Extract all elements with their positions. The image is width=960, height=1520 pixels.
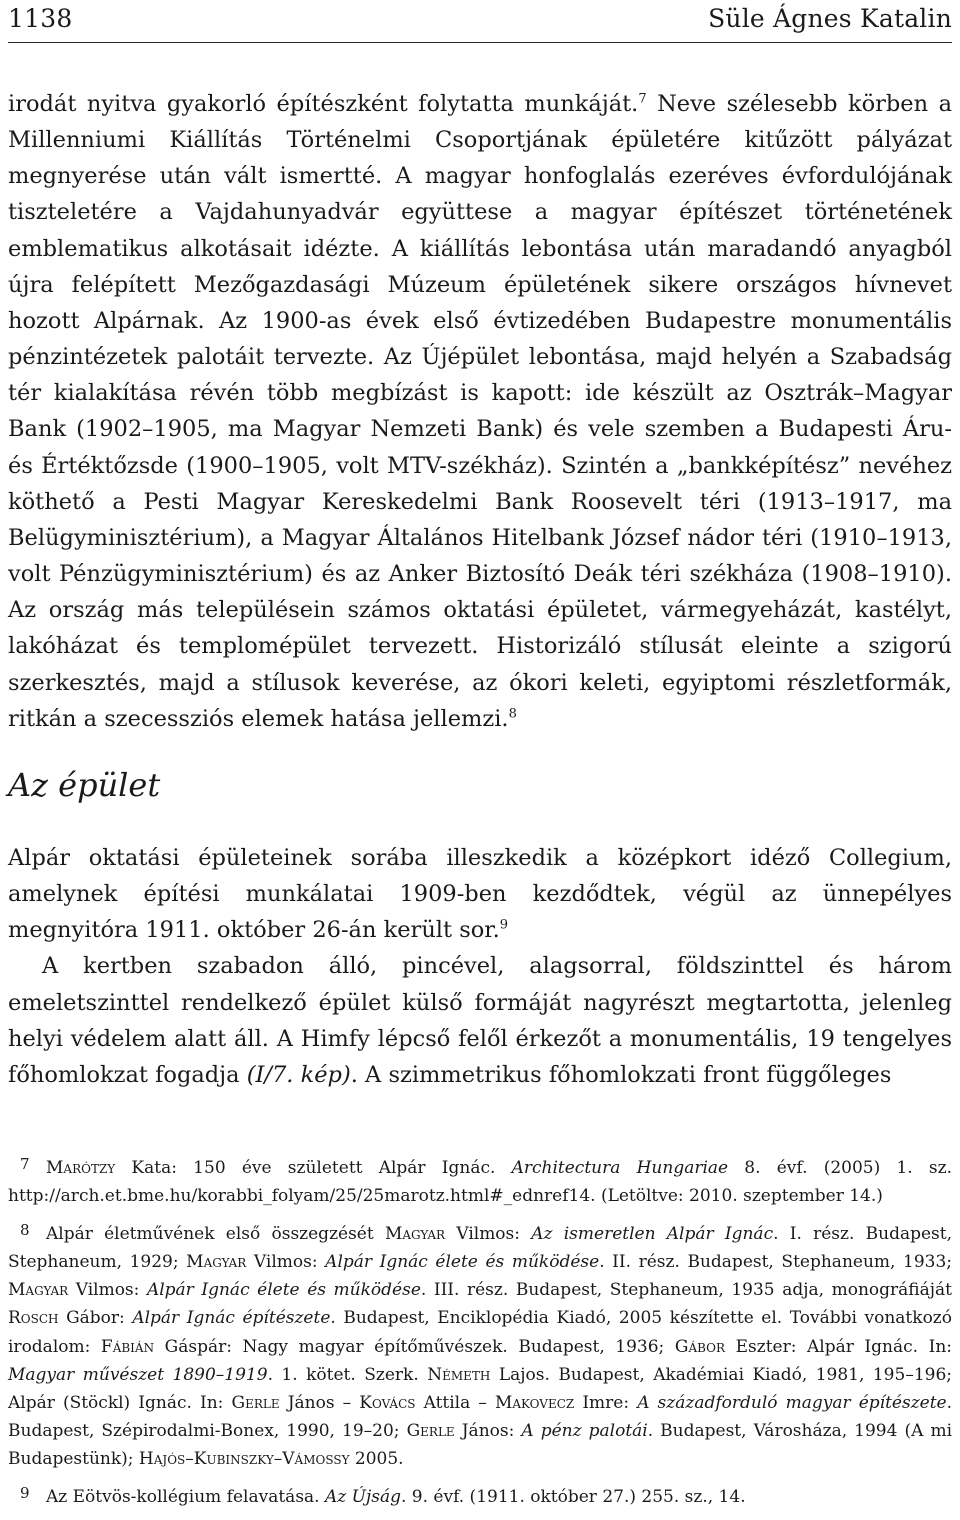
main-text bbox=[8, 86, 952, 737]
text-run: Imre: bbox=[574, 1392, 638, 1413]
text-run: János – bbox=[279, 1392, 360, 1413]
text-run: 8. évf. (2005) 1. sz. http://arch.et.bme.hu/korabbi_folyam/25/25marotz.html#_ednref14. (Letöltve: 2010. szeptember 14.) bbox=[8, 1158, 952, 1207]
text-run: Lajos. Budapest, Akadémiai Kiadó, 1981, 195–196; Alpár (Stöckl) Ignác. In: bbox=[8, 1364, 952, 1413]
footnote-number: 9 bbox=[20, 1484, 30, 1503]
text-run: Vilmos: bbox=[68, 1280, 147, 1301]
footnote-ref-7: 7 bbox=[638, 91, 647, 107]
author-name: Gerle bbox=[231, 1392, 280, 1413]
author-name: Rosch bbox=[8, 1308, 59, 1329]
text-run: Neve szélesebb körben a Millenniumi Kiállítás Történelmi Csoportjának épületére kitűzött pályázat megnyerése után vált ismertté. A magyar honfoglalás ezeréves évfordulójának tiszteletére a Vajdahunyadvár együttese a magyar építészet történetének emblematikus alkotásait idézte. A kiállítás lebontása után maradandó anyagból újra felépített Mezőgazdasági Múzeum épületének sikere országos hívnevet hozott Alpárnak. Az 1900-as évek első évtizedében Budapestre monumentális pénzintézetek palotáit tervezte. Az Újépület lebontása, majd helyén a Szabadság tér kialakítása révén több megbízást is kapott: ide készült az Osztrák–Magyar Bank (1902–1905, ma Magyar Nemzeti Bank) és vele szemben a Budapesti Áru- és Értéktőzsde (1900–1905, volt MTV-székház). Szintén a „bankképítész” nevéhez köthető a Pesti Magyar Kereskedelmi Bank Roosevelt téri (1913–1917, ma Belügyminisztérium), a Magyar Általános Hitelbank József nádor téri (1910–1913, volt Pénzügyminisztérium) és az Anker Biztosító Deák téri székháza (1908–1910). Az ország más településein számos oktatási épületet, vármegyeházát, kastélyt, lakóházat és templomépület tervezett. Historizáló stílusát eleinte a szigorú szerkesztés, majd a stílusok keverése, az ókori keleti, egyiptomi részletformák, ritkán a szecessziós elemek hatása jellemzi. bbox=[8, 91, 953, 732]
text-run: Alpár oktatási épületeinek sorába illeszkedik a középkort idéző Collegium, amelynek építési munkálatai 1909-ben kezdődtek, végül az ünnepélyes megnyitóra 1911. október 26-án került sor. bbox=[8, 845, 952, 944]
book-title: Alpár Ignác élete és működése bbox=[325, 1252, 600, 1273]
author-name: Marótzy bbox=[46, 1158, 116, 1178]
footnote-number: 8 bbox=[20, 1221, 30, 1240]
running-header bbox=[8, 4, 952, 38]
image-reference: (I/7. kép) bbox=[246, 1061, 351, 1088]
author-name: Kovács bbox=[359, 1392, 416, 1413]
section-text bbox=[8, 840, 952, 1093]
text-run: irodát nyitva gyakorló építészként folytatta munkáját. bbox=[8, 91, 639, 117]
author-name: Hajós–Kubinszky–Vámossy bbox=[138, 1448, 350, 1469]
book-title: Alpár Ignác élete és működése bbox=[146, 1280, 421, 1301]
text-run: János: bbox=[454, 1420, 522, 1441]
footnote-ref-8: 8 bbox=[508, 706, 517, 722]
paragraph bbox=[8, 948, 952, 1093]
text-run: Alpár életművének első összegzését bbox=[46, 1224, 385, 1245]
text-run: . I. rész. Budapest, Stephaneum, 1929; bbox=[8, 1224, 952, 1273]
text-run: Eszter: Alpár Ignác. In: bbox=[725, 1336, 952, 1357]
text-run: . II. rész. Budapest, Stephaneum, 1933; bbox=[599, 1252, 953, 1273]
text-run: . III. rész. Budapest, Stephaneum, 1935 adja, monográfiáját bbox=[420, 1280, 952, 1301]
book-title: Az ismeretlen Alpár Ignác bbox=[531, 1224, 774, 1245]
page-number: 1138 bbox=[8, 4, 73, 33]
footnote-ref-9: 9 bbox=[499, 917, 509, 933]
footnotes bbox=[8, 1150, 952, 1517]
book-title: Magyar művészet 1890–1919 bbox=[8, 1364, 268, 1385]
footnote-9 bbox=[8, 1479, 952, 1511]
text-run: Vilmos: bbox=[246, 1252, 326, 1273]
text-run: . A szimmetrikus főhomlokzati front függőleges bbox=[350, 1061, 892, 1088]
text-run: Gáspár: Nagy magyar építőművészek. Budapest, 1936; bbox=[154, 1336, 675, 1357]
text-run: . 9. évf. (1911. október 27.) 255. sz., 14. bbox=[400, 1487, 746, 1508]
section-heading: Az épület bbox=[8, 766, 161, 804]
author-name: Makovecz bbox=[494, 1392, 575, 1413]
footnote-number: 7 bbox=[20, 1155, 30, 1173]
book-title: Alpár Ignác építészete bbox=[132, 1308, 331, 1329]
paragraph bbox=[8, 86, 952, 737]
author-name: Magyar bbox=[384, 1224, 446, 1245]
text-run: . Budapest, Városháza, 1994 (A mi Budapestünk); bbox=[8, 1420, 953, 1469]
text-run: A kertben szabadon álló, pincével, alagsorral, földszinttel és három emeletszinttel rendelkező épület külső formáját nagyrészt megtartotta, jelenleg helyi védelem alatt áll. A Himfy lépcső felől érkezőt a monumentális, 19 tengelyes főhomlokzat fogadja bbox=[8, 953, 952, 1088]
author-name: Magyar bbox=[8, 1280, 69, 1301]
paragraph bbox=[8, 840, 952, 948]
journal-title: Az Újság bbox=[324, 1487, 401, 1508]
text-run: Kata: 150 éve született Alpár Ignác. bbox=[115, 1158, 512, 1178]
author-name: Gerle bbox=[406, 1420, 455, 1441]
footnote-8 bbox=[8, 1216, 952, 1473]
author-name: Magyar bbox=[186, 1252, 247, 1273]
footnote-7 bbox=[8, 1150, 952, 1210]
header-rule bbox=[8, 42, 952, 43]
text-run: Az Eötvös-kollégium felavatása. bbox=[46, 1487, 325, 1508]
journal-title: Architectura Hungariae bbox=[511, 1158, 729, 1178]
author-name: Németh bbox=[427, 1364, 491, 1385]
text-run: Gábor: bbox=[58, 1308, 133, 1329]
text-run: Attila – bbox=[415, 1392, 495, 1413]
running-author: Süle Ágnes Katalin bbox=[708, 4, 952, 33]
author-name: Gábor bbox=[674, 1336, 726, 1357]
text-run: . Budapest, Enciklopédia Kiadó, 2005 készítette el. További vonatkozó irodalom: bbox=[8, 1308, 952, 1357]
text-run: 2005. bbox=[349, 1448, 404, 1469]
text-run: Vilmos: bbox=[445, 1224, 532, 1245]
book-title: A pénz palotái bbox=[521, 1420, 648, 1441]
author-name: Fábián bbox=[100, 1336, 155, 1357]
text-run: . Budapest, Szépirodalmi-Bonex, 1990, 19–20; bbox=[8, 1392, 953, 1441]
book-title: A századforduló magyar építészete bbox=[637, 1392, 947, 1413]
text-run: . 1. kötet. Szerk. bbox=[267, 1364, 428, 1385]
